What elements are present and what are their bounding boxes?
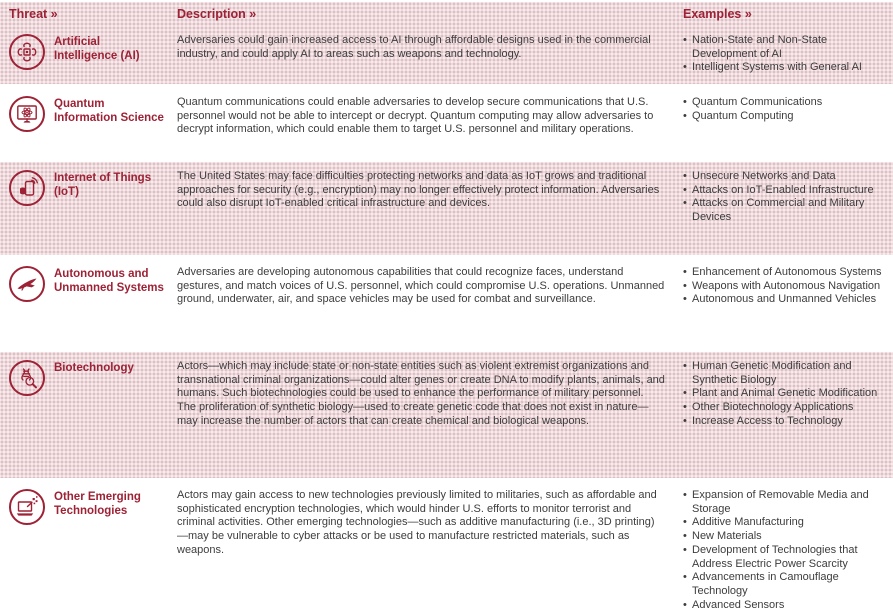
quantum-monitor-atom-icon xyxy=(9,96,45,132)
examples-list xyxy=(683,266,893,307)
example-item: • Quantum Computing xyxy=(683,110,893,124)
examples-column-header: Examples » xyxy=(683,7,752,21)
example-item: • Increase Access to Technology xyxy=(683,415,893,429)
examples-cell xyxy=(683,352,893,478)
threat-description: Adversaries are developing autonomous capabilities that could recognize faces, understand gestures, and match voices of U.S. personnel, which could compromise U.S. operations. Unmanned ground, underwater, air, and space vehicles may be used for combat and surveillance. xyxy=(177,266,665,306)
drone-aircraft-icon xyxy=(9,266,45,302)
examples-cell xyxy=(683,26,893,84)
threat-row-other-emerging-technologies xyxy=(0,481,893,611)
threat-description: Actors may gain access to new technologies previously limited to militaries, such as affordable and sophisticated encryption technologies, which would hinder U.S. efforts to monitor terrorist and criminal activities. Other emerging technologies—such as additive manufacturing (i.e., 3D printing)—may be vulnerable to cyber attacks or be used to manufacture restricted materials, such as weapons. xyxy=(177,489,657,556)
description-cell xyxy=(177,481,683,612)
threat-title: Quantum Information Science xyxy=(54,98,164,124)
threat-cell xyxy=(0,258,177,352)
threat-title: Autonomous and Unmanned Systems xyxy=(54,268,164,294)
description-cell xyxy=(177,26,683,84)
example-item: • Weapons with Autonomous Navigation xyxy=(683,280,893,294)
laptop-pixels-icon xyxy=(9,489,45,525)
examples-cell xyxy=(683,162,893,255)
example-item: • Additive Manufacturing xyxy=(683,516,893,530)
example-item: • Other Biotechnology Applications xyxy=(683,401,893,415)
examples-list xyxy=(683,489,893,612)
example-item: • Nation-State and Non-State Development of AI xyxy=(683,34,893,61)
threat-title: Artificial Intelligence (AI) xyxy=(54,36,140,62)
threat-cell xyxy=(0,481,177,612)
examples-cell xyxy=(683,88,893,162)
threat-title: Internet of Things (IoT) xyxy=(54,172,152,198)
threat-description: Quantum communications could enable adversaries to develop secure communications that U.S. personnel would not be able to intercept or decrypt. Quantum computing may allow adversaries to decrypt information, which could enable them to target U.S. personnel and military operations. xyxy=(177,96,654,136)
example-item: • Advancements in Camouflage Technology xyxy=(683,571,893,598)
example-item: • Human Genetic Modification and Synthetic Biology xyxy=(683,360,893,387)
description-column-header: Description » xyxy=(177,7,257,21)
examples-list xyxy=(683,170,893,225)
threat-cell xyxy=(0,162,177,255)
threat-column-header: Threat » xyxy=(9,7,58,21)
ai-brain-chip-icon xyxy=(9,34,45,70)
threat-row-biotechnology xyxy=(0,352,893,478)
threat-cell xyxy=(0,26,177,84)
example-item: • Plant and Animal Genetic Modification xyxy=(683,387,893,401)
description-cell xyxy=(177,258,683,352)
example-item: • New Materials xyxy=(683,530,893,544)
threat-description: The United States may face difficulties protecting networks and data as IoT grows and traditional approaches for security (e.g., encryption) may no longer effectively protect information. Adversaries could also disrupt IoT-enabled critical infrastructure and devices. xyxy=(177,170,660,210)
threat-row-internet-of-things xyxy=(0,162,893,255)
threat-cell xyxy=(0,352,177,478)
examples-list xyxy=(683,34,893,75)
example-item: • Expansion of Removable Media and Storage xyxy=(683,489,893,516)
iot-hand-phone-icon xyxy=(9,170,45,206)
examples-cell xyxy=(683,481,893,612)
threat-title: Biotechnology xyxy=(54,362,134,374)
description-cell xyxy=(177,352,683,478)
example-item: • Intelligent Systems with General AI xyxy=(683,61,893,75)
examples-cell xyxy=(683,258,893,352)
threat-description: Adversaries could gain increased access to AI through affordable designs used in the commercial industry, and could apply AI to areas such as weapons and technology. xyxy=(177,34,651,60)
examples-list xyxy=(683,96,893,123)
example-item: • Enhancement of Autonomous Systems xyxy=(683,266,893,280)
threat-row-artificial-intelligence xyxy=(0,26,893,84)
example-item: • Autonomous and Unmanned Vehicles xyxy=(683,293,893,307)
examples-list xyxy=(683,360,893,429)
threat-cell xyxy=(0,88,177,162)
header-and-ai-band xyxy=(0,2,893,84)
example-item: • Unsecure Networks and Data xyxy=(683,170,893,184)
dna-magnifier-icon xyxy=(9,360,45,396)
example-item: • Attacks on IoT-Enabled Infrastructure xyxy=(683,184,893,198)
table-header-row xyxy=(0,2,893,26)
threat-row-autonomous-unmanned-systems xyxy=(0,258,893,352)
threat-title: Other Emerging Technologies xyxy=(54,491,141,517)
example-item: • Development of Technologies that Address Electric Power Scarcity xyxy=(683,544,893,571)
description-cell xyxy=(177,88,683,162)
example-item: • Attacks on Commercial and Military Devices xyxy=(683,197,893,224)
example-item: • Advanced Sensors xyxy=(683,599,893,612)
description-cell xyxy=(177,162,683,255)
threat-description: Actors—which may include state or non-state entities such as violent extremist organizations and transnational criminal organizations—could alter genes or create DNA to modify plants, animals, and humans. Such biotechnologies could be used to enhance the performance of military personnel. The proliferation of synthetic biology—used to create genetic code that does not exist in nature—may increase the number of actors that can create chemical and biological weapons. xyxy=(177,360,665,427)
threat-row-quantum-information-science xyxy=(0,88,893,162)
example-item: • Quantum Communications xyxy=(683,96,893,110)
